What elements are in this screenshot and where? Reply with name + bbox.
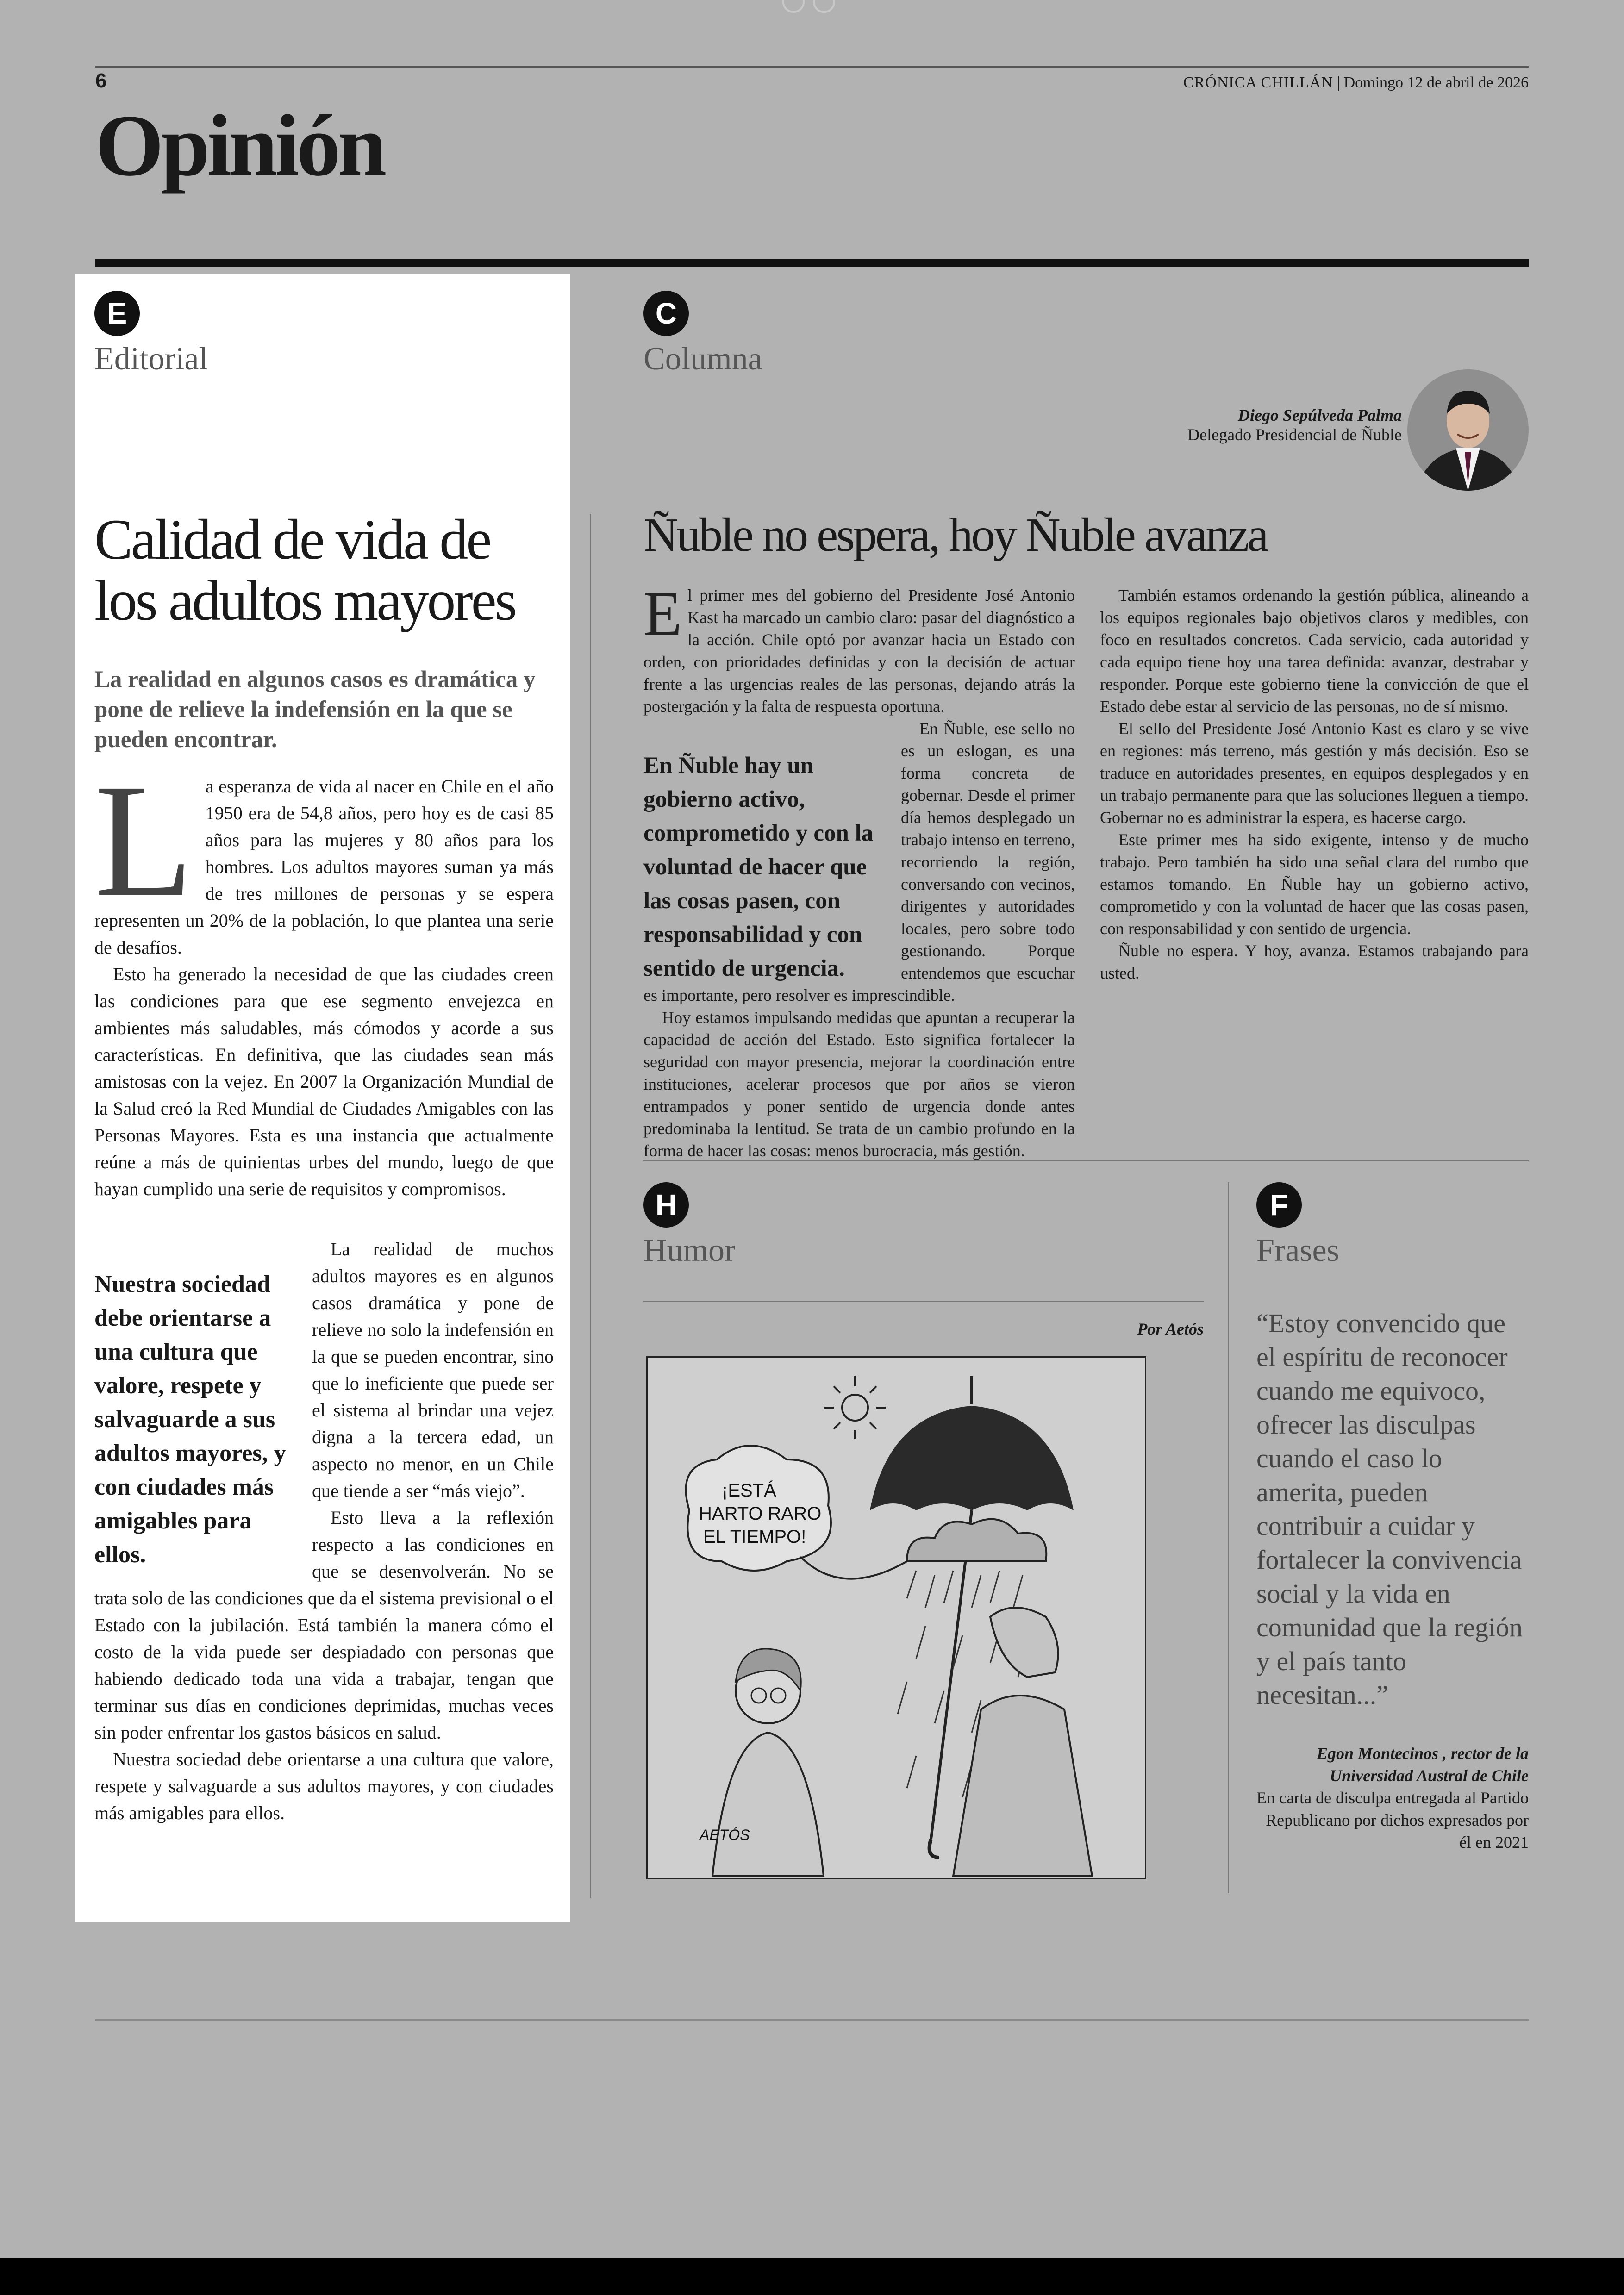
humor-rule (643, 1301, 1204, 1302)
column-paragraph-3: Hoy estamos impulsando medidas que apuntan a recuperar la capacidad de acción del Estado. Esto significa fortalecer la seguridad con mayor presencia, mejorar la coordinación entre instituciones, acelerar procesos que por años se vieron entrampados y poner sentido de urgencia donde antes predominaba la lentitud. Se trata de un cambio profundo en la forma de hacer las cosas: menos burocracia, más gestión. (643, 1008, 1075, 1160)
column-paragraph-7: Ñuble no espera. Y hoy, avanza. Estamos trabajando para usted. (1100, 942, 1529, 982)
section-rule (95, 259, 1529, 267)
frases-label: Frases (1256, 1233, 1339, 1268)
editorial-dropcap: L (94, 750, 194, 930)
cartoon-frame (646, 1356, 1146, 1879)
author-name: Diego Sepúlveda Palma (1238, 406, 1402, 424)
column-divider (590, 514, 591, 1898)
column-badge: C (643, 291, 689, 336)
column-paragraph-5: El sello del Presidente José Antonio Kast es claro y se vive en regiones: más terreno, más gestión y más decisión. Eso se traduce en autoridades presentes, en equipos desplegados y en un trabajo permanente para que las soluciones lleguen a tiempo. Gobernar no es administrar la espera, es hacerse cargo. (1100, 719, 1529, 827)
page-nav-controls[interactable] (782, 0, 835, 13)
speech-line-2: HARTO RARO (699, 1503, 822, 1524)
editorial-pullquote: Nuestra sociedad debe orientarse a una cultura que valore, respete y salvaguarde a sus adultos mayores, y con ciudades más amigables para ellos. (94, 1271, 286, 1568)
speech-line-1: ¡ESTÁ (722, 1480, 776, 1501)
page-number: 6 (95, 69, 107, 92)
frases-attribution (1256, 1742, 1529, 1853)
column-label: Columna (643, 341, 762, 377)
author-role: Delegado Presidencial de Ñuble (1187, 425, 1402, 444)
page-bottom-rule (95, 2019, 1529, 2021)
editorial-paragraph-2: Esto ha generado la necesidad de que las ciudades creen las condiciones para que ese segmento envejezca en ambientes más saludables, más cómodos y acorde a sus características. En definitiva, que las ciudades sean más amistosas con la vejez. En 2007 la Organización Mundial de la Salud creó la Red Mundial de Ciudades Amigables con las Personas Mayores. Esta es una instancia que actualmente reúne a más de quinientas urbes del mundo, luego de que hayan cumplido una serie de requisitos y compromisos. (94, 964, 554, 1199)
editorial-deck: La realidad en algunos casos es dramática y pone de relieve la indefensión en la que se pueden encontrar. (94, 667, 536, 753)
newspaper-name: CRÓNICA CHILLÁN (1183, 74, 1333, 91)
column-bottom-rule (643, 1160, 1529, 1161)
editorial-paragraph-3: La realidad de muchos adultos mayores es en algunos casos dramática y pone de relieve no solo la indefensión en la que se pueden encontrar, sino que lo ineficiente que puede ser el sistema al brindar una vejez digna a la tercera edad, un aspecto no menor, en un Chile que tiende a ser “más viejo”. (312, 1239, 554, 1501)
column-paragraph-6: Este primer mes ha sido exigente, intenso y de mucho trabajo. Pero también ha sido una señal clara del rumbo que estamos tomando. En Ñuble hay un gobierno activo, comprometido y con la voluntad de hacer que las cosas pasen, con responsabilidad y con sentido de urgencia. (1100, 830, 1529, 938)
editorial-body-bottom (94, 1236, 554, 1827)
frases-divider (1228, 1182, 1229, 1893)
column-paragraph-4: También estamos ordenando la gestión pública, alineando a los equipos regionales bajo objetivos claros y medibles, con foco en resultados concretos. Cada servicio, cada autoridad y cada equipo tiene hoy una tarea definida: avanzar, destrabar y responder. Porque este gobierno tiene la convicción de que el Estado debe estar al servicio de las personas, no de sí mismo. (1100, 586, 1529, 716)
speech-line-3: EL TIEMPO! (703, 1527, 806, 1547)
humor-badge: H (643, 1182, 689, 1228)
column-paragraph-1: l primer mes del gobierno del Presidente José Antonio Kast ha marcado un cambio claro: pasar del diagnóstico a la acción. Chile optó por avanzar hacia un Estado con orden, con prioridades definidas y con la decisión de actuar frente a las urgencias reales de las personas, dejando atrás la postergación y la falta de respuesta oportuna. (643, 586, 1075, 716)
column-headline: Ñuble no espera, hoy Ñuble avanza (643, 508, 1267, 561)
header-rule (95, 66, 1529, 68)
frases-attrib-name: Egon Montecinos , rector de la Universidad Austral de Chile (1316, 1744, 1529, 1785)
humor-label: Humor (643, 1233, 736, 1268)
masthead-separator: | (1337, 74, 1340, 91)
author-photo (1407, 369, 1529, 491)
masthead (1183, 74, 1529, 92)
column-dropcap: E (643, 579, 682, 649)
pullquote-spacer (94, 1236, 312, 1576)
cartoon-illustration (648, 1358, 1145, 1878)
editorial-body-top (94, 750, 554, 1203)
issue-date: Domingo 12 de abril de 2026 (1343, 74, 1529, 91)
prev-page-icon[interactable] (782, 0, 805, 13)
next-page-icon[interactable] (813, 0, 835, 13)
section-title: Opinión (95, 97, 384, 194)
editorial-label: Editorial (94, 341, 208, 377)
editorial-paragraph-1: a esperanza de vida al nacer en Chile en el año 1950 era de 54,8 años, pero hoy es de casi 85 años para las mujeres y 80 años para los hombres. Los adultos mayores suman ya más de tres millones de personas y se espera representen un 20% de la población, lo que plantea una serie de desafíos. (94, 776, 554, 958)
humor-credit: Por Aetós (1137, 1320, 1204, 1338)
column-paragraph-2: En Ñuble, ese sello no es un eslogan, es una forma concreta de gobernar. Desde el primer día hemos desplegado un trabajo intenso en terreno, recorriendo la región, conversando con vecinos, dirigentes y autoridades locales, pero sobre todo gestionando. Porque entendemos que escuchar es importante, pero resolver es imprescindible. (643, 719, 1075, 1004)
editorial-badge: E (94, 291, 140, 336)
editorial-headline: Calidad de vida de los adultos mayores (94, 508, 515, 632)
column-byline (1187, 405, 1402, 444)
editorial-paragraph-4: Esto lleva a la reflexión respecto a las condiciones en que se desenvolverán. No se trata solo de las condiciones que da el sistema previsional o el Estado con la jubilación. Está también la manera cómo el costo de la vida puede ser despiadado con personas que habiendo dedicado toda una vida a trabajar, tengan que terminar sus días en condiciones deprimidas, muchas veces sin poder enfrentar los gastos básicos en salud. (94, 1507, 554, 1743)
viewer-bottom-bar (0, 2258, 1624, 2295)
column-body-right (1100, 584, 1529, 984)
cartoon-signature: AETÓS (700, 1827, 750, 1843)
frases-attrib-context: En carta de disculpa entregada al Partido Republicano por dichos expresados por él en 2021 (1256, 1789, 1529, 1852)
frases-quote: “Estoy convencido que el espíritu de reconocer cuando me equivoco, ofrecer las disculpas cuando el caso lo amerita, pueden contribuir a cuidar y fortalecer la convivencia social y la vida en comunidad que la región y el país tanto necesitan...” (1256, 1308, 1523, 1710)
column-pullquote: En Ñuble hay un gobierno activo, comprometido y con la voluntad de hacer que las cosas pasen, con responsabilidad y con sentido de urgencia. (643, 753, 874, 981)
editorial-paragraph-5: Nuestra sociedad debe orientarse a una cultura que valore, respete y salvaguarde a sus adultos mayores, y con ciudades más amigables para ellos. (94, 1749, 554, 1823)
frases-badge: F (1256, 1182, 1302, 1228)
